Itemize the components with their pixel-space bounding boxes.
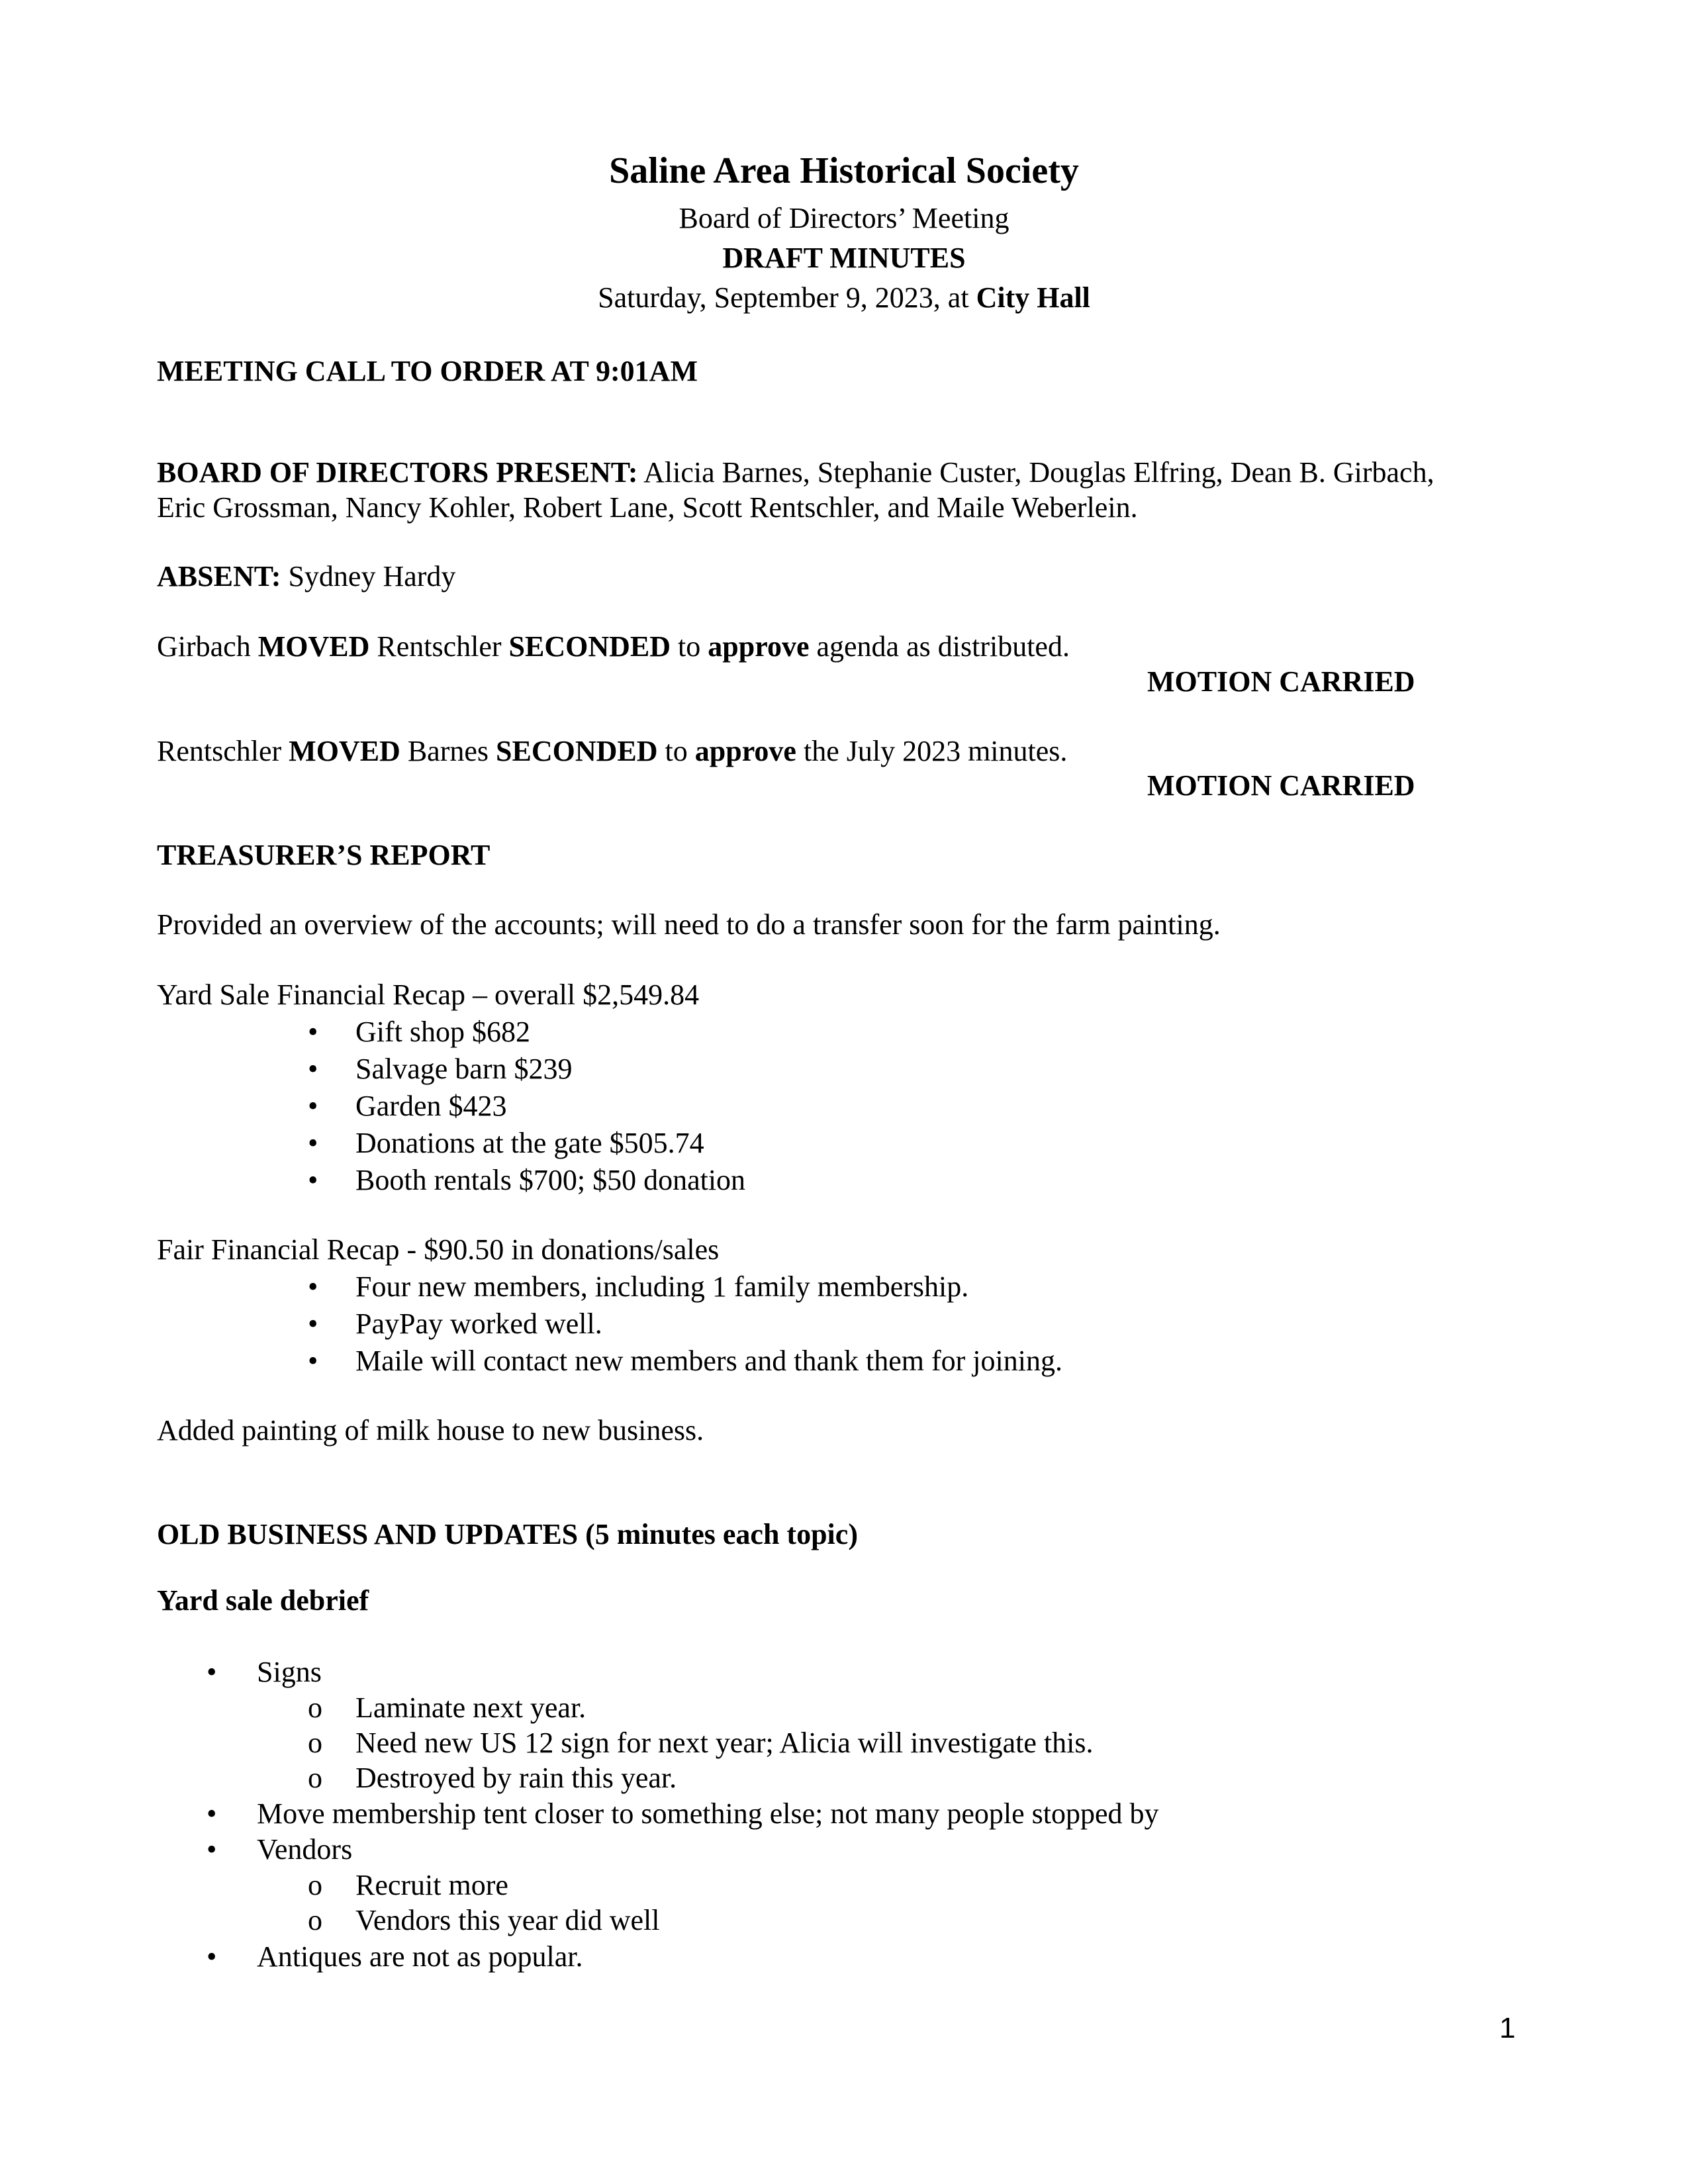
bullet-icon: •	[308, 1307, 318, 1340]
meeting-date: Saturday, September 9, 2023, at City Hall	[598, 281, 1090, 314]
bullet-icon: •	[308, 1345, 318, 1377]
circle-bullet-icon: o	[308, 1904, 322, 1936]
bullet-icon: •	[207, 1940, 217, 1973]
meeting-location: City Hall	[976, 281, 1090, 314]
fair-recap-title: Fair Financial Recap - $90.50 in donations/sales	[157, 1233, 720, 1266]
motion-agenda: Girbach MOVED Rentschler SECONDED to approve agenda as distributed.	[157, 630, 1070, 663]
yard-sale-debrief-heading: Yard sale debrief	[157, 1584, 369, 1617]
treasurer-overview: Provided an overview of the accounts; will need to do a transfer soon for the farm painting.	[157, 908, 1221, 941]
present-line-1: BOARD OF DIRECTORS PRESENT: Alicia Barnes, Stephanie Custer, Douglas Elfring, Dean B. Girbach,	[157, 456, 1434, 489]
old-business-heading: OLD BUSINESS AND UPDATES (5 minutes each topic)	[157, 1518, 858, 1550]
bullet-icon: •	[308, 1090, 318, 1122]
bullet-icon: •	[207, 1797, 217, 1830]
bullet-icon: •	[308, 1127, 318, 1159]
draft-label: DRAFT MINUTES	[722, 242, 966, 274]
bullet-icon: •	[207, 1656, 217, 1688]
absent-label: ABSENT:	[157, 560, 281, 593]
bullet-icon: •	[308, 1053, 318, 1085]
bullet-icon: •	[207, 1833, 217, 1866]
yard-sale-recap-title: Yard Sale Financial Recap – overall $2,549.84	[157, 978, 700, 1011]
call-to-order: MEETING CALL TO ORDER AT 9:01AM	[157, 355, 698, 387]
meeting-subtitle: Board of Directors’ Meeting	[679, 202, 1009, 234]
motion-result: MOTION CARRIED	[1147, 769, 1415, 802]
present-label: BOARD OF DIRECTORS PRESENT:	[157, 456, 638, 489]
present-line-2: Eric Grossman, Nancy Kohler, Robert Lane, Scott Rentschler, and Maile Weberlein.	[157, 491, 1138, 524]
circle-bullet-icon: o	[308, 1762, 322, 1794]
page-number: 1	[1499, 2012, 1516, 2044]
motion-minutes: Rentschler MOVED Barnes SECONDED to approve the July 2023 minutes.	[157, 735, 1068, 767]
added-note: Added painting of milk house to new business.	[157, 1414, 704, 1447]
absent-line: ABSENT: Sydney Hardy	[157, 560, 456, 593]
org-title: Saline Area Historical Society	[609, 150, 1079, 191]
document-page: Saline Area Historical Society Board of Directors’ Meeting DRAFT MINUTES Saturday, September 9, 2023, at City Hall MEETING CALL TO ORDER AT 9:01AM BOARD OF DIRECTORS PRESENT: Alicia Barnes, Stephanie Custer, Douglas Elfring, Dean B. Girbach, Eric Grossman, Nancy Kohler, Robert Lane, Scott Rentschler, and Maile Weberlein. ABSENT: Sydney Hardy Girbach MOVED Rentschler SECONDED to approve agenda as distributed. MOTION CARRIED Rentschler MOVED Barnes SECONDED to approve the July 2023 minutes. MOTION CARRIED TREASURER’S REPORT Provided an overview of the accounts; will need to do a transfer soon for the farm painting. Yard Sale Financial Recap – overall $2,549.84 • Gift shop $682 • Salvage barn $239 • Garden $423 • Donations at the gate $505.74 • Booth rentals $700; $50 donation Fair Financial Recap - $90.50 in donations/sales • Four new members, including 1 family membership. • PayPay worked well. • Maile will contact new members and thank them for joining. Added painting of milk house to new business. OLD BUSINESS AND UPDATES (5 minutes each topic) Yard sale debrief • Signs o Laminate next year. o Need new US 12 sign for next year; Alicia will investigate this. o Destroyed by rain this year. • Move membership tent closer to something else; not many people stopped by • Vendors o Recruit more o Vendors this year did well • Antiques are not as popular. 1	[0, 0, 1688, 2184]
bullet-icon: •	[308, 1016, 318, 1048]
circle-bullet-icon: o	[308, 1691, 322, 1724]
motion-result: MOTION CARRIED	[1147, 665, 1415, 698]
circle-bullet-icon: o	[308, 1869, 322, 1901]
circle-bullet-icon: o	[308, 1727, 322, 1759]
bullet-icon: •	[308, 1164, 318, 1196]
treasurer-heading: TREASURER’S REPORT	[157, 839, 491, 871]
bullet-icon: •	[308, 1270, 318, 1303]
